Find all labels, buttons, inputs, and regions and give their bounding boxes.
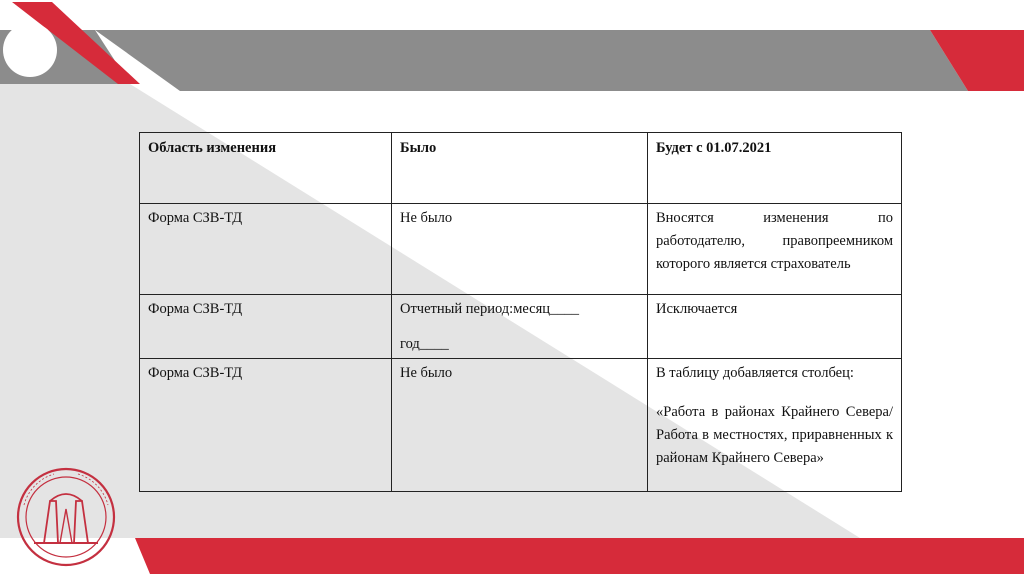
table-row xyxy=(140,295,902,359)
cell-will-be-line2: «Работа в районах Крайнего Севера/Работа в местностях, приравненных к районам Крайнего Севера» xyxy=(656,404,893,466)
header-cell-will-be: Будет с 01.07.2021 xyxy=(648,133,902,204)
cell-area: Форма СЗВ-ТД xyxy=(140,359,392,492)
cell-area: Форма СЗВ-ТД xyxy=(140,204,392,295)
cell-was-line1: Отчетный период:месяц____ xyxy=(400,301,580,317)
white-circle xyxy=(3,23,57,77)
red-bottom-band xyxy=(135,538,1024,574)
table-row xyxy=(140,204,902,295)
changes-table-container xyxy=(139,132,901,492)
header-cell-area: Область изменения xyxy=(140,133,392,204)
table-header-row xyxy=(140,133,902,204)
organization-logo xyxy=(4,465,128,570)
cell-will-be-line1: В таблицу добавляется столбец: xyxy=(656,365,854,381)
cell-will-be: Вносятся изменения по работодателю, правопреемником которого является страхователь xyxy=(648,204,902,295)
header-cell-was: Было xyxy=(392,133,648,204)
gray-header-band xyxy=(95,30,968,91)
cell-will-be: Исключается xyxy=(648,295,902,359)
cell-was: Не было xyxy=(392,359,648,492)
changes-table xyxy=(139,132,902,492)
cell-was: Не было xyxy=(392,204,648,295)
cell-area: Форма СЗВ-ТД xyxy=(140,295,392,359)
cell-was xyxy=(392,295,648,359)
cell-will-be xyxy=(648,359,902,492)
cell-was-line2: год____ xyxy=(400,336,449,352)
table-row xyxy=(140,359,902,492)
